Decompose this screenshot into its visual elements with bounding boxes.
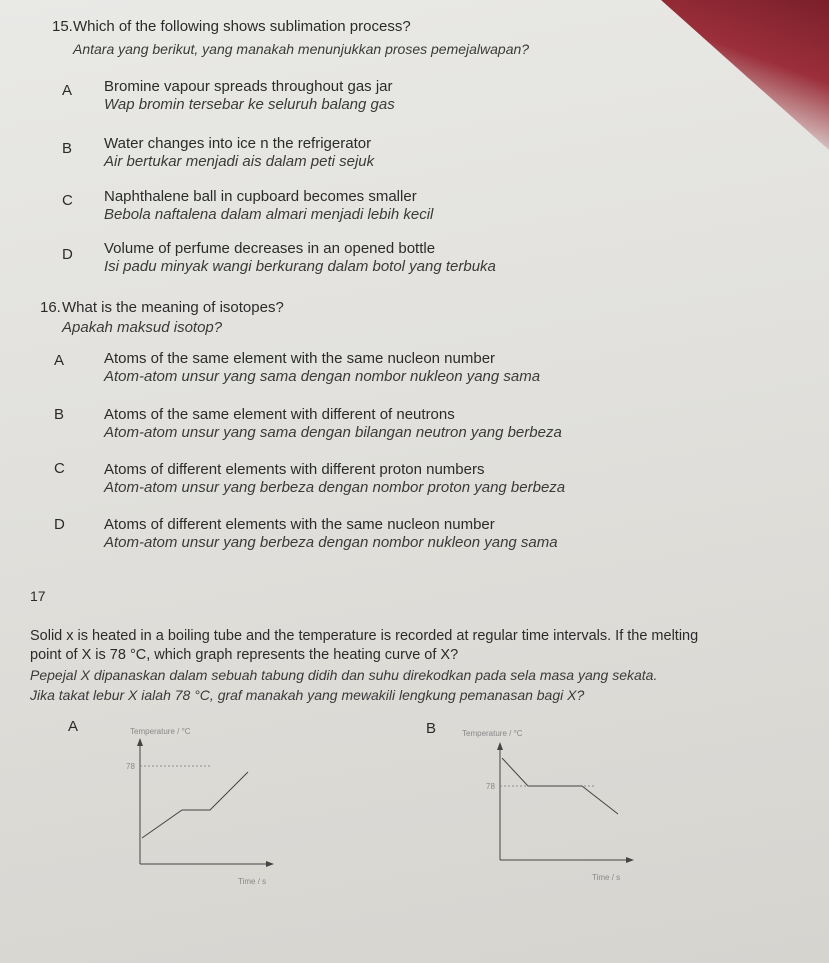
q16-option-d-letter[interactable]: D (54, 516, 65, 533)
graph-b-letter[interactable]: B (426, 720, 437, 737)
graph-a[interactable] (90, 720, 300, 890)
graph-b-mark-label: 78 (486, 782, 495, 791)
q16-option-b-ms: Atom-atom unsur yang sama dengan bilangan neutron yang berbeza (104, 424, 562, 441)
q16-question-en: What is the meaning of isotopes? (62, 299, 284, 316)
q16-option-a-en[interactable]: Atoms of the same element with the same nucleon number (104, 350, 496, 367)
q15-option-c-ms: Bebola naftalena dalam almari menjadi lebih kecil (104, 206, 434, 223)
q15-option-b-letter[interactable]: B (62, 140, 73, 157)
q16-option-d-en[interactable]: Atoms of different elements with the same nucleon number (104, 516, 495, 533)
graph-b-curve (502, 758, 618, 814)
q17-text-en-1: Solid x is heated in a boiling tube and the temperature is recorded at regular time intervals. If the melting (30, 628, 699, 644)
graph-a-x-arrow (266, 861, 274, 867)
q17-text-en-2: point of X is 78 °C, which graph represents the heating curve of X? (30, 647, 459, 663)
q16-option-c-ms: Atom-atom unsur yang berbeza dengan nombor proton yang berbeza (104, 479, 566, 496)
graph-b[interactable] (450, 720, 670, 890)
background-corner-shadow (589, 0, 829, 150)
q15-option-d-en[interactable]: Volume of perfume decreases in an opened bottle (104, 240, 436, 257)
graph-a-xlabel: Time / s (238, 877, 267, 886)
graph-a-curve (142, 772, 248, 838)
q16-option-c-letter[interactable]: C (54, 460, 65, 477)
q16-question-ms: Apakah maksud isotop? (62, 319, 223, 336)
q16-option-d-ms: Atom-atom unsur yang berbeza dengan nombor nukleon yang sama (104, 534, 558, 551)
graph-b-y-arrow (497, 742, 503, 750)
q17-text-ms-2: Jika takat lebur X ialah 78 °C, graf manakah yang mewakili lengkung pemanasan bagi X? (30, 687, 585, 703)
q15-option-a-ms: Wap bromin tersebar ke seluruh balang gas (104, 96, 395, 113)
q15-option-d-letter[interactable]: D (62, 246, 73, 263)
q17-number: 17 (30, 588, 46, 604)
q15-option-d-ms: Isi padu minyak wangi berkurang dalam botol yang terbuka (104, 258, 496, 275)
q16-number: 16. (40, 299, 61, 316)
q17-text-ms-1: Pepejal X dipanaskan dalam sebuah tabung didih dan suhu direkodkan pada sela masa yang sekata. (30, 667, 658, 683)
q16-option-b-letter[interactable]: B (54, 406, 65, 423)
graph-b-ylabel: Temperature / °C (462, 729, 523, 738)
q16-option-c-en[interactable]: Atoms of different elements with different proton numbers (104, 461, 485, 478)
q15-option-c-letter[interactable]: C (62, 192, 73, 209)
graph-a-ylabel: Temperature / °C (130, 727, 191, 736)
q15-option-a-letter[interactable]: A (62, 82, 73, 99)
q15-option-c-en[interactable]: Naphthalene ball in cupboard becomes smaller (104, 188, 417, 205)
q15-question-ms: Antara yang berikut, yang manakah menunjukkan proses pemejalwapan? (73, 41, 530, 57)
q16-option-a-ms: Atom-atom unsur yang sama dengan nombor nukleon yang sama (104, 368, 541, 385)
graph-a-y-arrow (137, 738, 143, 746)
q15-option-a-en[interactable]: Bromine vapour spreads throughout gas jar (104, 78, 393, 95)
q15-number: 15. (52, 18, 73, 35)
q15-question-en: Which of the following shows sublimation process? (73, 18, 411, 35)
q16-option-a-letter[interactable]: A (54, 352, 65, 369)
q15-option-b-ms: Air bertukar menjadi ais dalam peti sejuk (104, 153, 375, 170)
q16-option-b-en[interactable]: Atoms of the same element with different of neutrons (104, 406, 455, 423)
q15-option-b-en[interactable]: Water changes into ice n the refrigerator (104, 135, 372, 152)
graph-b-xlabel: Time / s (592, 873, 621, 882)
graph-a-letter[interactable]: A (68, 718, 79, 735)
graph-a-mark-label: 78 (126, 762, 135, 771)
graph-b-x-arrow (626, 857, 634, 863)
